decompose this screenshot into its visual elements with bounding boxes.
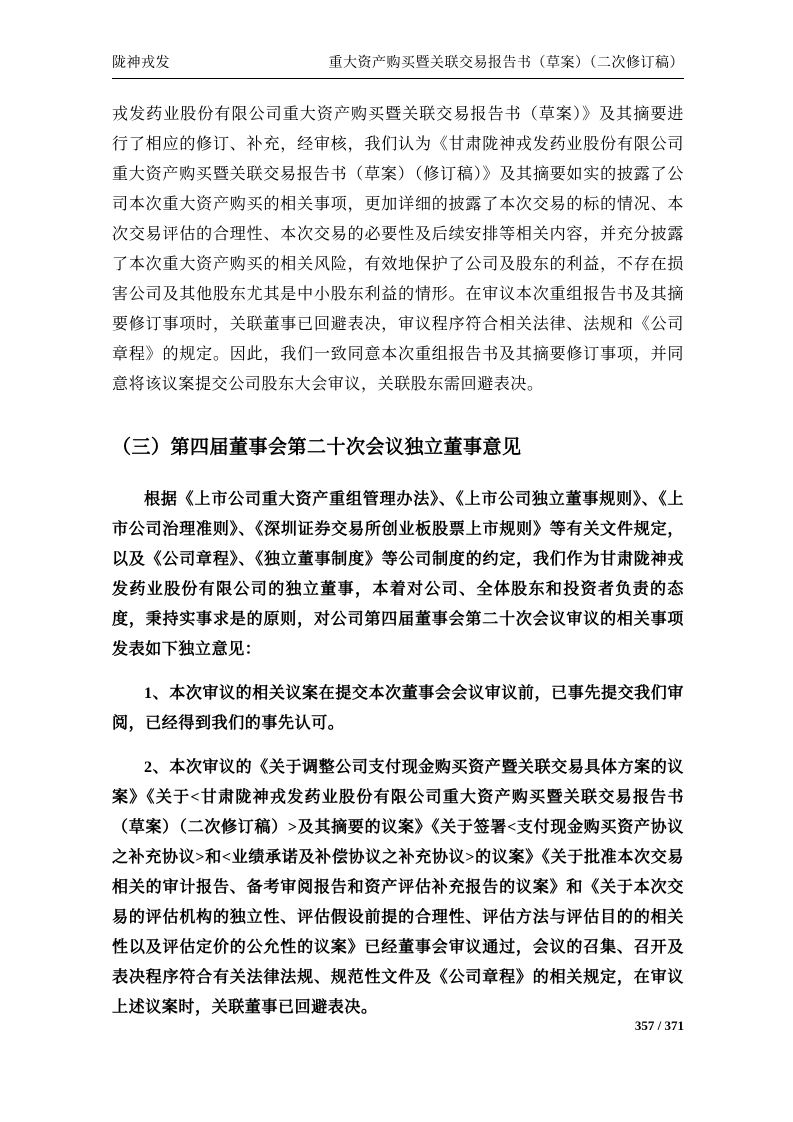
paragraph-opinion-item-2: 2、本次审议的《关于调整公司支付现金购买资产暨关联交易具体方案的议案》《关于<甘肃陇神戎发药业股份有限公司重大资产购买暨关联交易报告书（草案）（二次修订稿）>及其摘要的议案》《关于签署<支付现金购买资产协议之补充协议>和<业绩承诺及补偿协议之补充协议>的议案》《关于批准本次交易相关的审计报告、备考审阅报告和资产评估补充报告的议案》和《关于本次交易的评估机构的独立性、评估假设前提的合理性、评估方法与评估目的的相关性以及评估定价的公允性的议案》已经董事会审议通过，会议的召集、召开及表决程序符合有关法律法规、规范性文件及《公司章程》的相关规定，在审议上述议案时，关联董事已回避表决。 <box>112 759 684 1016</box>
paragraph-opinion-item-1: 1、本次审议的相关议案在提交本次董事会会议审议前，已事先提交我们审阅，已经得到我们的事先认可。 <box>112 685 684 732</box>
paragraph-legal-basis: 根据《上市公司重大资产重组管理办法》、《上市公司独立董事规则》、《上市公司治理准则》、《深圳证券交易所创业板股票上市规则》等有关文件规定，以及《公司章程》、《独立董事制度》等公司制度的约定，我们作为甘肃陇神戎发药业股份有限公司的独立董事，本着对公司、全体股东和投资者负责的态度，秉持实事求是的原则，对公司第四届董事会第二十次会议审议的相关事项发表如下独立意见： <box>112 491 684 658</box>
section-heading-independent-directors-opinion: （三）第四届董事会第二十次会议独立董事意见 <box>112 437 522 458</box>
page-header <box>112 52 684 79</box>
page-number: 357 / 371 <box>634 1018 684 1033</box>
header-report-title: 重大资产购买暨关联交易报告书（草案）（二次修订稿） <box>328 56 684 71</box>
paragraph-revision-opinion: 戎发药业股份有限公司重大资产购买暨关联交易报告书（草案）》及其摘要进行了相应的修订、补充，经审核，我们认为《甘肃陇神戎发药业股份有限公司重大资产购买暨关联交易报告书（草案）（修订稿）》及其摘要如实的披露了公司本次重大资产购买的相关事项，更加详细的披露了本次交易的标的情况、本次交易评估的合理性、本次交易的必要性及后续安排等相关内容，并充分披露了本次重大资产购买的相关风险，有效地保护了公司及股东的利益，不存在损害公司及其他股东尤其是中小股东利益的情形。在审议本次重组报告书及其摘要修订事项时，关联董事已回避表决，审议程序符合相关法律、法规和《公司章程》的规定。因此，我们一致同意本次重组报告书及其摘要修订事项，并同意将该议案提交公司股东大会审议，关联股东需回避表决。 <box>112 106 684 393</box>
page-footer <box>635 1018 684 1034</box>
header-company-short-name: 陇神戎发 <box>112 56 170 71</box>
